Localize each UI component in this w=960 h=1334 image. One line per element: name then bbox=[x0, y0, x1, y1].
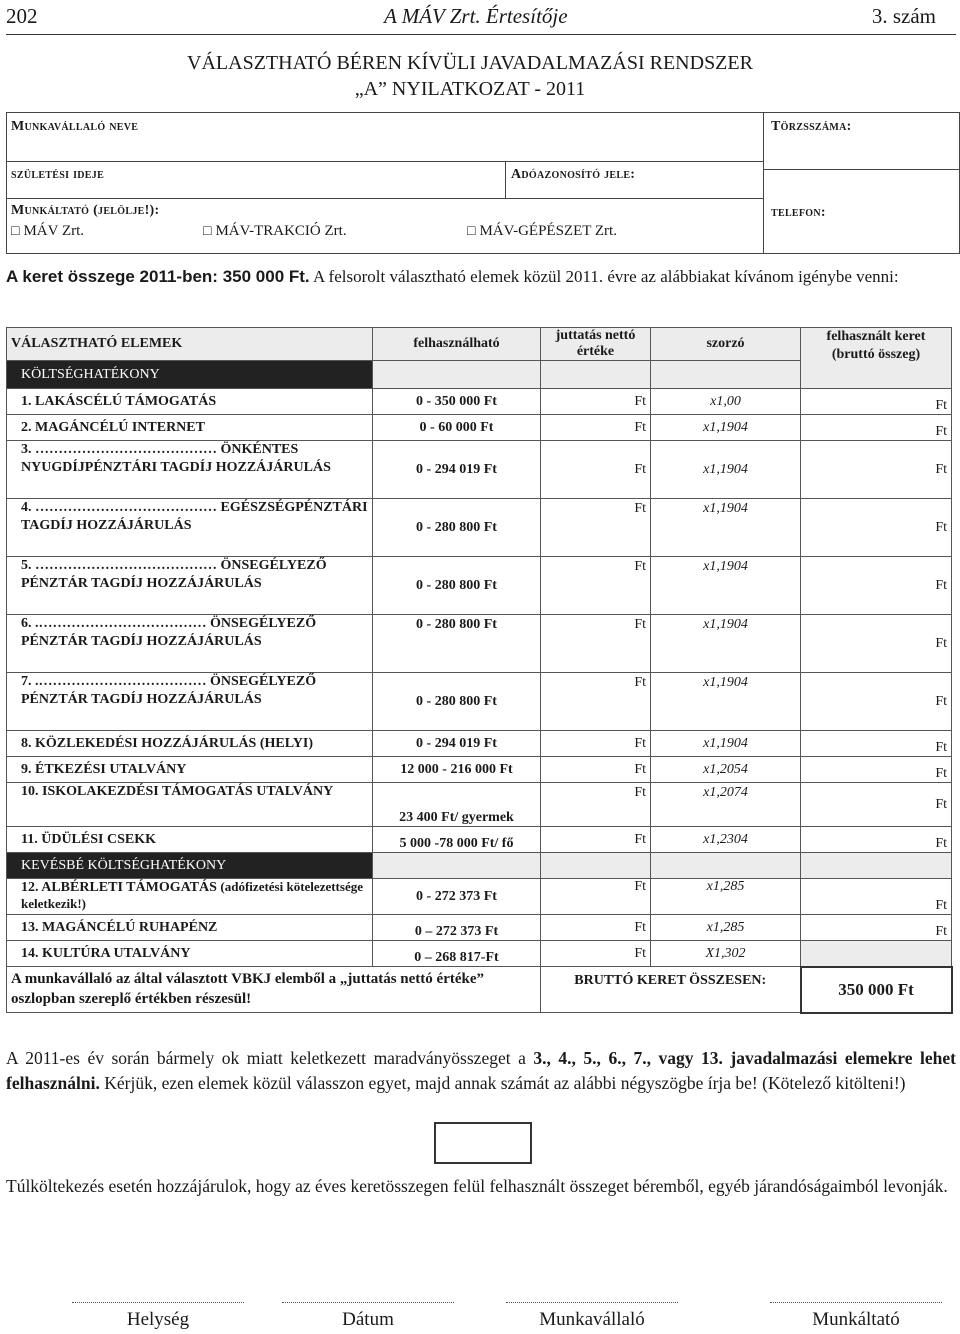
table-row: 14. KULTÚRA UTALVÁNY 0 – 268 817-Ft Ft X1,302 bbox=[7, 941, 952, 967]
used-amount-input[interactable]: Ft bbox=[801, 783, 952, 827]
used-amount-input[interactable]: Ft bbox=[801, 389, 952, 415]
form-title: VÁLASZTHATÓ BÉREN KÍVÜLI JAVADALMAZÁSI RENDSZER bbox=[187, 52, 753, 74]
used-amount-input[interactable]: Ft bbox=[801, 915, 952, 941]
used-amount-input[interactable]: Ft bbox=[801, 827, 952, 853]
table-row: 3. ………………………………… ÖNKÉNTES NYUGDÍJPÉNZTÁRI TAGDÍJ HOZZÁJÁRULÁS 0 - 294 019 Ft Ft x1,1904 Ft bbox=[7, 441, 952, 499]
used-amount-input[interactable]: Ft bbox=[801, 415, 952, 441]
used-amount-input[interactable]: Ft bbox=[801, 615, 952, 673]
table-row: 10. ISKOLAKEZDÉSI TÁMOGATÁS UTALVÁNY 23 400 Ft/ gyermek Ft x1,2074 Ft bbox=[7, 783, 952, 827]
employer-checkbox-trakcio[interactable]: □ MÁV-TRAKCIÓ Zrt. bbox=[203, 223, 347, 240]
phone-field[interactable]: telefon: bbox=[771, 205, 826, 220]
net-value-input[interactable]: Ft bbox=[541, 415, 651, 441]
issue-number: 3. szám bbox=[871, 4, 936, 28]
net-value-input[interactable]: Ft bbox=[541, 389, 651, 415]
table-row: 8. KÖZLEKEDÉSI HOZZÁJÁRULÁS (HELYI) 0 - 294 019 Ft Ft x1,1904 Ft bbox=[7, 731, 952, 757]
empty-cell bbox=[801, 941, 952, 967]
signature-place[interactable]: Helység bbox=[72, 1302, 244, 1331]
tax-id-field[interactable]: Adóazonosító jele: bbox=[511, 167, 636, 182]
net-value-input[interactable]: Ft bbox=[541, 499, 651, 557]
overspend-consent: Túlköltekezés esetén hozzájárulok, hogy az éves keretösszegen felül felhasznált összeget béremből, egyéb járandóságaimból levonják. bbox=[6, 1176, 948, 1196]
used-amount-input[interactable]: Ft bbox=[801, 879, 952, 915]
employer-label: Munkáltató (jelölje!): bbox=[11, 203, 160, 218]
net-value-input[interactable]: Ft bbox=[541, 915, 651, 941]
table-row: 12. ALBÉRLETI TÁMOGATÁS (adófizetési kötelezettsége keletkezik!) 0 - 272 373 Ft Ft x1,285 Ft bbox=[7, 879, 952, 915]
table-row: 2. MAGÁNCÉLÚ INTERNET 0 - 60 000 Ft Ft x1,1904 Ft bbox=[7, 415, 952, 441]
header-elements: VÁLASZTHATÓ ELEMEK bbox=[7, 328, 373, 361]
header-available: felhasználható bbox=[373, 328, 541, 361]
used-amount-input[interactable]: Ft bbox=[801, 673, 952, 731]
section-less-cost-effective: KEVÉSBÉ KÖLTSÉGHATÉKONY bbox=[7, 853, 952, 879]
header-rule bbox=[6, 34, 956, 35]
net-value-input[interactable]: Ft bbox=[541, 441, 651, 499]
table-row: 5. ………………………………… ÖNSEGÉLYEZŐ PÉNZTÁR TAGDÍJ HOZZÁJÁRULÁS 0 - 280 800 Ft Ft x1,1904 Ft bbox=[7, 557, 952, 615]
table-row: 7. .……………………………… ÖNSEGÉLYEZŐ PÉNZTÁR TAGDÍJ HOZZÁJÁRULÁS 0 - 280 800 Ft Ft x1,1904 Ft bbox=[7, 673, 952, 731]
signature-employer[interactable]: Munkáltató bbox=[770, 1302, 942, 1331]
employer-checkbox-mav[interactable]: □ MÁV Zrt. bbox=[11, 223, 84, 240]
table-row: 11. ÜDÜLÉSI CSEKK 5 000 -78 000 Ft/ fő Ft x1,2304 Ft bbox=[7, 827, 952, 853]
table-row: 1. LAKÁSCÉLÚ TÁMOGATÁS 0 - 350 000 Ft Ft x1,00 Ft bbox=[7, 389, 952, 415]
used-amount-input[interactable]: Ft bbox=[801, 499, 952, 557]
header-used: felhasznált keret (bruttó összeg) bbox=[801, 328, 952, 389]
used-amount-input[interactable]: Ft bbox=[801, 731, 952, 757]
signature-date[interactable]: Dátum bbox=[282, 1302, 454, 1331]
table-row: 6. .……………………………… ÖNSEGÉLYEZŐ PÉNZTÁR TAGDÍJ HOZZÁJÁRULÁS 0 - 280 800 Ft Ft x1,1904 Ft bbox=[7, 615, 952, 673]
used-amount-input[interactable]: Ft bbox=[801, 557, 952, 615]
element-number-box[interactable] bbox=[434, 1122, 532, 1164]
personal-info-box bbox=[6, 112, 960, 254]
employee-name-field[interactable]: Munkavállaló neve bbox=[11, 119, 139, 134]
table-footer-row bbox=[7, 967, 952, 1013]
benefit-elements-table bbox=[6, 327, 953, 1014]
journal-title: A MÁV Zrt. Értesítője bbox=[384, 4, 568, 28]
page-number: 202 bbox=[6, 4, 38, 28]
header-multiplier: szorzó bbox=[651, 328, 801, 361]
section-cost-effective: KÖLTSÉGHATÉKONY bbox=[7, 361, 952, 389]
footer-note: A munkavállaló az által választott VBKJ elemből a „juttatás nettó értéke” oszlopban szereplő értékben részesül! bbox=[7, 967, 541, 1013]
signature-employee[interactable]: Munkavállaló bbox=[506, 1302, 678, 1331]
registry-number-field[interactable]: Törzsszáma: bbox=[771, 119, 852, 134]
net-value-input[interactable]: Ft bbox=[541, 783, 651, 827]
table-row: 9. ÉTKEZÉSI UTALVÁNY 12 000 - 216 000 Ft Ft x1,2054 Ft bbox=[7, 757, 952, 783]
total-label: BRUTTÓ KERET ÖSSZESEN: bbox=[541, 967, 801, 1013]
table-row: 13. MAGÁNCÉLÚ RUHAPÉNZ 0 – 272 373 Ft Ft x1,285 Ft bbox=[7, 915, 952, 941]
budget-text: A keret összege 2011-ben: 350 000 Ft. A felsorolt választható elemek közül 2011. évre az alábbiakat kívánom igénybe venni: bbox=[6, 267, 899, 286]
leftover-instructions: A 2011-es év során bármely ok miatt keletkezett maradványösszeget a 3., 4., 5., 6., 7., vagy 13. javadalmazási elemekre lehet felhasználni. Kérjük, ezen elemek közül válasszon egyet, majd annak számát az alábbi négyszögbe írja be! (Kötelező kitölteni!) bbox=[6, 1048, 956, 1093]
employer-checkbox-gepeszet[interactable]: □ MÁV-GÉPÉSZET Zrt. bbox=[467, 223, 617, 240]
table-row: 4. ………………………………… EGÉSZSÉGPÉNZTÁRI TAGDÍJ HOZZÁJÁRULÁS 0 - 280 800 Ft Ft x1,1904 Ft bbox=[7, 499, 952, 557]
birth-date-field[interactable]: születési ideje bbox=[11, 167, 105, 182]
table-header-row bbox=[7, 328, 952, 361]
net-value-input[interactable]: Ft bbox=[541, 673, 651, 731]
net-value-input[interactable]: Ft bbox=[541, 827, 651, 853]
header-net-value: juttatás nettó értéke bbox=[541, 328, 651, 361]
net-value-input[interactable]: Ft bbox=[541, 557, 651, 615]
total-value: 350 000 Ft bbox=[801, 967, 952, 1013]
net-value-input[interactable]: Ft bbox=[541, 731, 651, 757]
used-amount-input[interactable]: Ft bbox=[801, 441, 952, 499]
net-value-input[interactable]: Ft bbox=[541, 615, 651, 673]
form-subtitle: „A” NYILATKOZAT - 2011 bbox=[354, 78, 586, 100]
net-value-input[interactable]: Ft bbox=[541, 757, 651, 783]
used-amount-input[interactable]: Ft bbox=[801, 757, 952, 783]
net-value-input[interactable]: Ft bbox=[541, 879, 651, 915]
net-value-input[interactable]: Ft bbox=[541, 941, 651, 967]
